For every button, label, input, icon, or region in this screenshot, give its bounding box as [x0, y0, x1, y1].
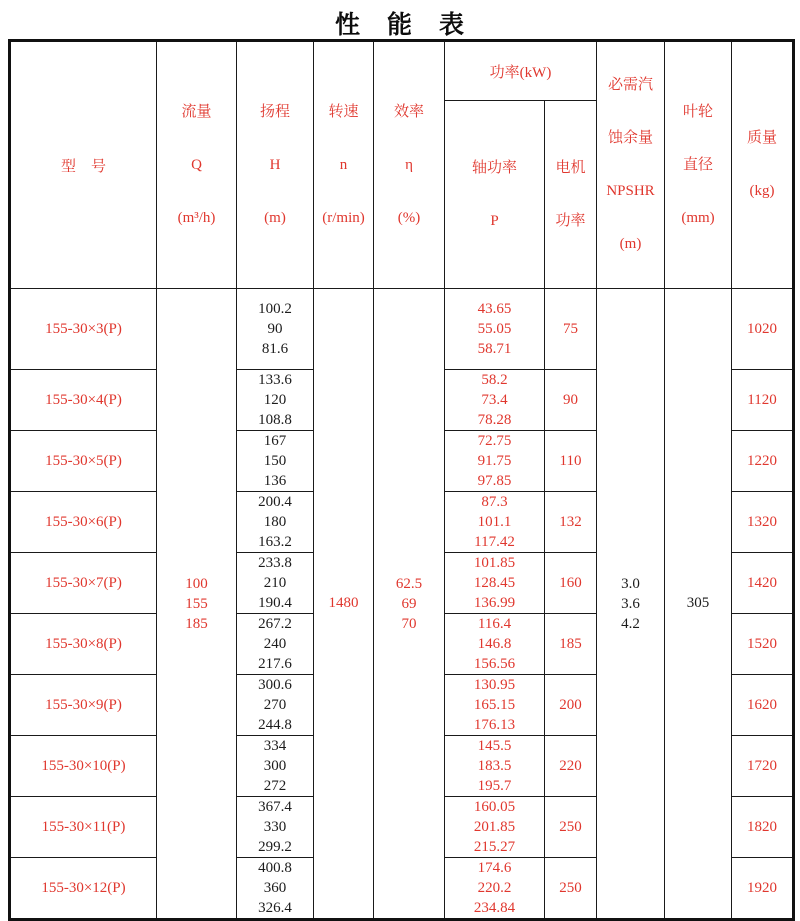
head-value: 240 [263, 636, 287, 652]
shaft-power-value: 97.85 [477, 473, 512, 489]
shaft-power-cell [445, 492, 545, 553]
impeller-value-cell: 305 [665, 289, 732, 920]
col-header-head [237, 41, 314, 289]
head-values-cell [237, 289, 314, 370]
col-header-mass [732, 41, 794, 289]
motor-power-cell: 160 [545, 553, 597, 614]
motor-power-cell: 250 [545, 858, 597, 920]
col-header-flow-line: 流量 [181, 103, 212, 120]
motor-power-cell: 110 [545, 431, 597, 492]
shaft-power-value: 145.5 [477, 738, 512, 754]
col-header-power-group: 功率(kW) [445, 41, 597, 101]
model-cell: 155-30×11(P) [10, 797, 157, 858]
motor-power-cell: 185 [545, 614, 597, 675]
shaft-power-value: 78.28 [477, 412, 512, 428]
col-header-impeller [665, 41, 732, 289]
col-header-speed-line: 转速 [328, 103, 359, 120]
shaft-power-value: 201.85 [473, 819, 516, 835]
head-value: 163.2 [258, 534, 292, 550]
col-header-npshr-line: 蚀余量 [607, 130, 653, 146]
mass-cell: 1720 [732, 736, 794, 797]
npshr-values-cell [597, 289, 665, 920]
mass-cell: 1020 [732, 289, 794, 370]
head-value: 267.2 [258, 616, 292, 632]
shaft-power-value: 130.95 [473, 677, 516, 693]
motor-power-cell: 90 [545, 370, 597, 431]
col-header-flow [157, 41, 237, 289]
shaft-power-value: 174.6 [477, 860, 512, 876]
head-values-cell [237, 614, 314, 675]
shaft-power-value: 117.42 [474, 534, 515, 550]
efficiency-value: 70 [401, 615, 417, 632]
head-value: 326.4 [258, 900, 292, 916]
col-header-flow-line: (m³/h) [177, 209, 216, 226]
flow-values-cell [157, 289, 237, 920]
shaft-power-value: 220.2 [477, 880, 512, 896]
head-values-cell [237, 431, 314, 492]
npshr-value: 3.6 [621, 595, 640, 612]
head-value: 180 [263, 514, 287, 530]
col-header-model: 型 号 [10, 41, 157, 289]
model-cell: 155-30×4(P) [10, 370, 157, 431]
head-values-cell [237, 736, 314, 797]
head-value: 270 [263, 697, 287, 713]
head-value: 400.8 [258, 860, 292, 876]
head-value: 120 [263, 392, 287, 408]
mass-cell: 1820 [732, 797, 794, 858]
col-header-speed-line: n [339, 156, 348, 173]
head-values-cell [237, 553, 314, 614]
model-cell: 155-30×12(P) [10, 858, 157, 920]
col-header-impeller-line: 叶轮 [682, 103, 713, 120]
head-value: 210 [263, 575, 287, 591]
shaft-power-value: 101.1 [477, 514, 512, 530]
head-value: 360 [263, 880, 287, 896]
shaft-power-cell [445, 614, 545, 675]
model-cell: 155-30×3(P) [10, 289, 157, 370]
mass-cell: 1620 [732, 675, 794, 736]
head-value: 167 [263, 433, 287, 449]
col-header-npshr-line: (m) [619, 236, 642, 252]
flow-value: 185 [185, 615, 208, 632]
head-value: 330 [263, 819, 287, 835]
mass-cell: 1920 [732, 858, 794, 920]
shaft-power-value: 176.13 [473, 717, 516, 733]
motor-power-cell: 250 [545, 797, 597, 858]
npshr-value: 3.0 [621, 575, 640, 592]
efficiency-value: 69 [401, 595, 417, 612]
model-cell: 155-30×6(P) [10, 492, 157, 553]
mass-cell: 1420 [732, 553, 794, 614]
shaft-power-cell [445, 289, 545, 370]
head-value: 300.6 [258, 677, 292, 693]
shaft-power-cell [445, 370, 545, 431]
shaft-power-value: 234.84 [473, 900, 516, 916]
motor-power-cell: 132 [545, 492, 597, 553]
efficiency-value: 62.5 [395, 575, 423, 592]
col-header-motor-power-line: 功率 [555, 212, 586, 229]
shaft-power-value: 156.56 [473, 656, 516, 672]
head-value: 367.4 [258, 799, 292, 815]
model-cell: 155-30×5(P) [10, 431, 157, 492]
shaft-power-value: 160.05 [473, 799, 516, 815]
mass-cell: 1120 [732, 370, 794, 431]
head-value: 299.2 [258, 839, 292, 855]
col-header-speed [314, 41, 374, 289]
mass-cell: 1520 [732, 614, 794, 675]
head-values-cell [237, 797, 314, 858]
shaft-power-cell [445, 431, 545, 492]
model-cell: 155-30×9(P) [10, 675, 157, 736]
npshr-value: 4.2 [621, 615, 640, 632]
col-header-efficiency [374, 41, 445, 289]
col-header-speed-line: (r/min) [322, 209, 365, 226]
table-row [10, 289, 794, 370]
shaft-power-cell [445, 858, 545, 920]
head-value: 200.4 [258, 494, 292, 510]
col-header-shaft-power-line: P [490, 212, 499, 229]
head-value: 81.6 [261, 341, 289, 357]
col-header-motor-power-line: 电机 [555, 159, 586, 176]
head-value: 150 [263, 453, 287, 469]
col-header-impeller-line: (mm) [681, 209, 715, 226]
motor-power-cell: 75 [545, 289, 597, 370]
col-header-mass-line: 质量 [746, 130, 777, 146]
col-header-npshr [597, 41, 665, 289]
shaft-power-cell [445, 675, 545, 736]
flow-value: 100 [185, 575, 208, 592]
head-value: 244.8 [258, 717, 292, 733]
shaft-power-value: 215.27 [473, 839, 516, 855]
model-cell: 155-30×10(P) [10, 736, 157, 797]
col-header-impeller-line: 直径 [682, 156, 713, 173]
col-header-head-line: (m) [264, 209, 286, 226]
shaft-power-value: 195.7 [477, 778, 512, 794]
head-value: 90 [267, 321, 283, 337]
mass-cell: 1320 [732, 492, 794, 553]
head-value: 136 [263, 473, 287, 489]
shaft-power-value: 146.8 [477, 636, 512, 652]
col-header-efficiency-line: η [405, 156, 413, 173]
model-cell: 155-30×7(P) [10, 553, 157, 614]
col-header-head-line: 扬程 [259, 103, 290, 120]
head-value: 190.4 [258, 595, 292, 611]
col-header-efficiency-line: 效率 [393, 103, 424, 120]
col-header-shaft-power [445, 101, 545, 289]
head-value: 100.2 [258, 301, 292, 317]
shaft-power-value: 136.99 [473, 595, 516, 611]
shaft-power-value: 58.2 [481, 372, 508, 388]
shaft-power-value: 165.15 [473, 697, 516, 713]
col-header-npshr-line: NPSHR [606, 183, 655, 199]
shaft-power-value: 55.05 [477, 321, 512, 337]
col-header-flow-line: Q [191, 156, 202, 173]
col-header-mass-line: (kg) [749, 183, 775, 199]
motor-power-cell: 200 [545, 675, 597, 736]
shaft-power-value: 91.75 [477, 453, 512, 469]
col-header-npshr-line: 必需汽 [607, 77, 653, 93]
col-header-head-line: H [269, 156, 281, 173]
page-title: 性 能 表 [334, 11, 465, 39]
header-row-top [10, 41, 794, 101]
shaft-power-cell [445, 736, 545, 797]
head-value: 300 [263, 758, 287, 774]
shaft-power-value: 116.4 [477, 616, 512, 632]
flow-value: 155 [185, 595, 208, 612]
head-value: 108.8 [258, 412, 292, 428]
model-cell: 155-30×8(P) [10, 614, 157, 675]
shaft-power-value: 43.65 [477, 301, 512, 317]
shaft-power-value: 72.75 [477, 433, 512, 449]
col-header-motor-power [545, 101, 597, 289]
mass-cell: 1220 [732, 431, 794, 492]
col-header-shaft-power-line: 轴功率 [471, 159, 517, 176]
shaft-power-cell [445, 553, 545, 614]
performance-table [8, 39, 795, 921]
efficiency-values-cell [374, 289, 445, 920]
head-value: 133.6 [258, 372, 292, 388]
speed-value-cell: 1480 [314, 289, 374, 920]
head-values-cell [237, 492, 314, 553]
head-value: 233.8 [258, 555, 292, 571]
motor-power-cell: 220 [545, 736, 597, 797]
shaft-power-value: 128.45 [473, 575, 516, 591]
head-values-cell [237, 858, 314, 920]
head-values-cell [237, 675, 314, 736]
head-values-cell [237, 370, 314, 431]
head-value: 217.6 [258, 656, 292, 672]
col-header-efficiency-line: (%) [397, 209, 421, 226]
shaft-power-value: 73.4 [481, 392, 508, 408]
shaft-power-value: 183.5 [477, 758, 512, 774]
shaft-power-cell [445, 797, 545, 858]
shaft-power-value: 87.3 [481, 494, 508, 510]
head-value: 272 [263, 778, 287, 794]
shaft-power-value: 101.85 [473, 555, 516, 571]
head-value: 334 [263, 738, 287, 754]
shaft-power-value: 58.71 [477, 341, 512, 357]
